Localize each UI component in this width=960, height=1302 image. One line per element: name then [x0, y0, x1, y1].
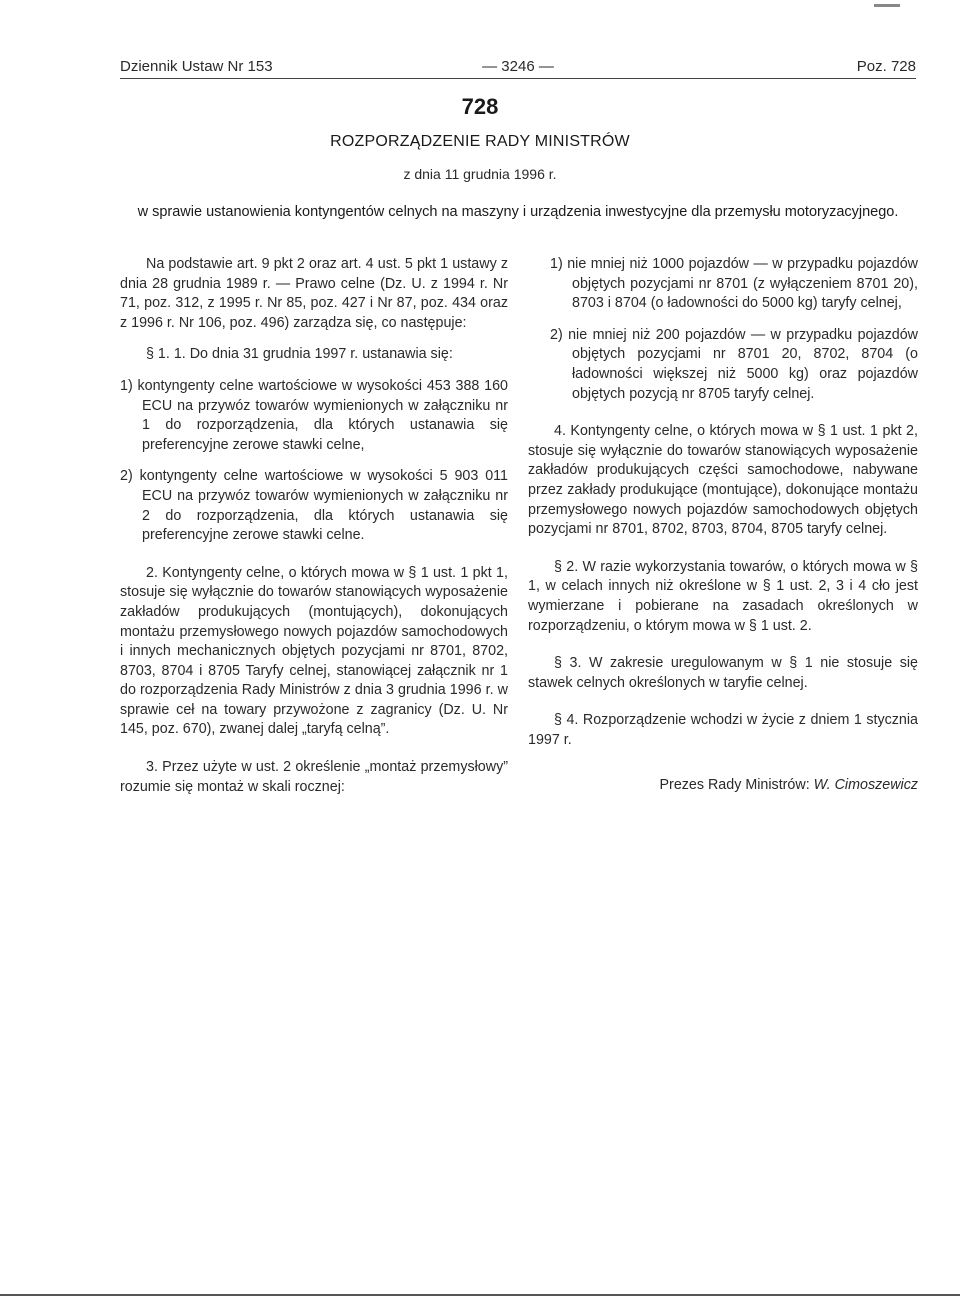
- signature-title: Prezes Rady Ministrów:: [659, 777, 810, 794]
- paragraph-4: § 4. Rozporządzenie wchodzi w życie z dniem 1 stycznia 1997 r.: [528, 712, 918, 748]
- scan-mark: [874, 4, 900, 7]
- left-column: [120, 255, 508, 809]
- preamble: Na podstawie art. 9 pkt 2 oraz art. 4 ust. 5 pkt 1 ustawy z dnia 28 grudnia 1989 r. — Prawo celne (Dz. U. z 1994 r. Nr 71, poz. 312, z 1995 r. Nr 85, poz. 427 i Nr 87, poz. 434 oraz z 1996 r. Nr 106, poz. 496) zarządza się, co następuje:: [120, 256, 508, 331]
- right-column: [528, 255, 918, 796]
- act-number: 728: [461, 94, 499, 119]
- section-2: 2. Kontyngenty celne, o których mowa w § 1 ust. 1 pkt 1, stosuje się wyłącznie do towarów stanowiących wyposażenie zakładów produkujących (montujących), dokonujących montażu przemysłowego nowych pojazdów samochodowych i innych mechanicznych objętych pozycjami nr 8701, 8702, 8703, 8704 i 8705 Taryfy celnej, stanowiącej załącznik nr 1 do rozporządzenia Rady Ministrów z dnia 3 grudnia 1996 r. w sprawie ceł na towary przywożone z zagranicy (Dz. U. Nr 145, poz. 670), zwanej dalej „taryfą celną”.: [120, 564, 508, 738]
- sub-item-2: 2) nie mniej niż 200 pojazdów — w przypadku pojazdów objętych pozycjami nr 8701 20, 8702, 8704 (o ładowności większej niż 5000 kg) oraz pojazdów objętych pozycją nr 8705 taryfy celnej.: [550, 326, 918, 402]
- running-header: [120, 56, 916, 79]
- section-4: 4. Kontyngenty celne, o których mowa w § 1 ust. 1 pkt 2, stosuje się wyłącznie do towarów stanowiących wyposażenie zakładów produkujących części samochodowe, nabywane przez zakłady produkujące (montujące), dokonujące montażu przemysłowego nowych pojazdów samochodowych objętych pozycjami nr 8701, 8702, 8703, 8704, 8705 taryfy celnej.: [528, 423, 918, 538]
- act-type: ROZPORZĄDZENIE RADY MINISTRÓW: [330, 133, 630, 150]
- paragraph-2: § 2. W razie wykorzystania towarów, o których mowa w § 1, w celach innych niż określone w § 1 ust. 2, 3 i 4 cło jest wymierzane i pobierane na zasadach określonych w rozporządzeniu, o którym mowa w § 1 ust. 2.: [528, 558, 918, 634]
- signature-block: [528, 776, 918, 796]
- position-number: Poz. 728: [856, 58, 916, 75]
- act-subject: w sprawie ustanowienia kontyngentów celnych na maszyny i urządzenia inwestycyjne dla przemysłu motoryzacyjnego.: [137, 204, 899, 220]
- list-item-2: 2) kontyngenty celne wartościowe w wysokości 5 903 011 ECU na przywóz towarów wymienionych w załączniku nr 2 do rozporządzenia, dla których ustanawia się preferencyjne zerowe stawki celne.: [120, 468, 508, 544]
- paragraph-1-intro: § 1. 1. Do dnia 31 grudnia 1997 r. ustanawia się:: [146, 346, 453, 363]
- bottom-rule: [0, 1294, 960, 1296]
- act-date: z dnia 11 grudnia 1996 r.: [403, 166, 557, 182]
- sub-item-1: 1) nie mniej niż 1000 pojazdów — w przypadku pojazdów objętych pozycjami nr 8701 (z wyłączeniem 8701 20), 8703 i 8704 (o ładowności do 5000 kg) taryfy celnej,: [550, 256, 918, 312]
- page-number: — 3246 —: [482, 58, 554, 75]
- section-3: 3. Przez użyte w ust. 2 określenie „montaż przemysłowy” rozumie się montaż w skali rocznej:: [120, 759, 508, 795]
- list-item-1: 1) kontyngenty celne wartościowe w wysokości 453 388 160 ECU na przywóz towarów wymienionych w załączniku nr 1 do rozporządzenia, dla których ustanawia się preferencyjne zerowe stawki celne,: [120, 377, 508, 453]
- journal-name: Dziennik Ustaw Nr 153: [120, 58, 273, 75]
- paragraph-3: § 3. W zakresie uregulowanym w § 1 nie stosuje się stawek celnych określonych w taryfie celnej.: [528, 655, 918, 691]
- signature-name: W. Cimoszewicz: [813, 777, 918, 794]
